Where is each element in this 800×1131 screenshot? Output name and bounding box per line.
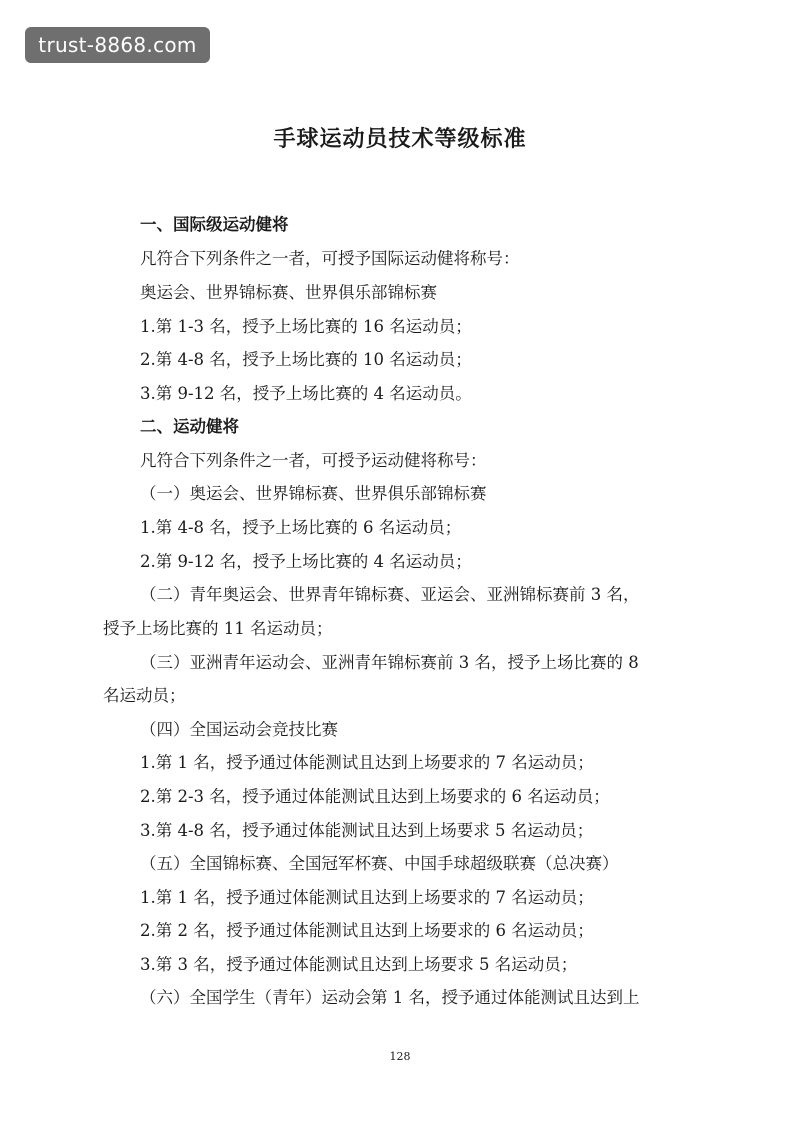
subsection-heading: （三）亚洲青年运动会、亚洲青年锦标赛前 3 名，授予上场比赛的 8 (140, 653, 639, 672)
subsection-heading: （六）全国学生（青年）运动会第 1 名，授予通过体能测试且达到上 (140, 988, 640, 1007)
section-heading-master: 二、运动健将 (140, 417, 239, 436)
watermark-badge: trust-8868.com (25, 27, 210, 63)
paragraph-line: 凡符合下列条件之一者，可授予国际运动健将称号： (140, 249, 520, 268)
paragraph-line: 授予上场比赛的 11 名运动员； (103, 619, 333, 638)
subsection-heading: （一）奥运会、世界锦标赛、世界俱乐部锦标赛 (140, 484, 487, 503)
paragraph-line: 名运动员； (103, 686, 186, 705)
list-item: 3.第 4-8 名，授予通过体能测试且达到上场要求 5 名运动员； (140, 821, 594, 840)
list-item: 2.第 2-3 名，授予通过体能测试且达到上场要求的 6 名运动员； (140, 787, 610, 806)
list-item: 2.第 4-8 名，授予上场比赛的 10 名运动员； (140, 350, 472, 369)
paragraph-line: 凡符合下列条件之一者，可授予运动健将称号： (140, 451, 487, 470)
subsection-heading: （四）全国运动会竞技比赛 (140, 720, 338, 739)
list-item: 1.第 4-8 名，授予上场比赛的 6 名运动员； (140, 518, 462, 537)
section-heading-international: 一、国际级运动健将 (140, 215, 289, 234)
list-item: 1.第 1 名，授予通过体能测试且达到上场要求的 7 名运动员； (140, 888, 594, 907)
subsection-heading: （五）全国锦标赛、全国冠军杯赛、中国手球超级联赛（总决赛） (140, 854, 619, 873)
list-item: 2.第 2 名，授予通过体能测试且达到上场要求的 6 名运动员； (140, 921, 594, 940)
paragraph-line: 奥运会、世界锦标赛、世界俱乐部锦标赛 (140, 283, 437, 302)
list-item: 1.第 1-3 名，授予上场比赛的 16 名运动员； (140, 317, 472, 336)
list-item: 3.第 3 名，授予通过体能测试且达到上场要求 5 名运动员； (140, 955, 578, 974)
list-item: 1.第 1 名，授予通过体能测试且达到上场要求的 7 名运动员； (140, 753, 594, 772)
subsection-heading: （二）青年奥运会、世界青年锦标赛、亚运会、亚洲锦标赛前 3 名， (140, 585, 640, 604)
list-item: 3.第 9-12 名，授予上场比赛的 4 名运动员。 (140, 384, 472, 403)
list-item: 2.第 9-12 名，授予上场比赛的 4 名运动员； (140, 552, 472, 571)
page-number: 128 (389, 1050, 411, 1063)
document-title: 手球运动员技术等级标准 (273, 127, 527, 152)
